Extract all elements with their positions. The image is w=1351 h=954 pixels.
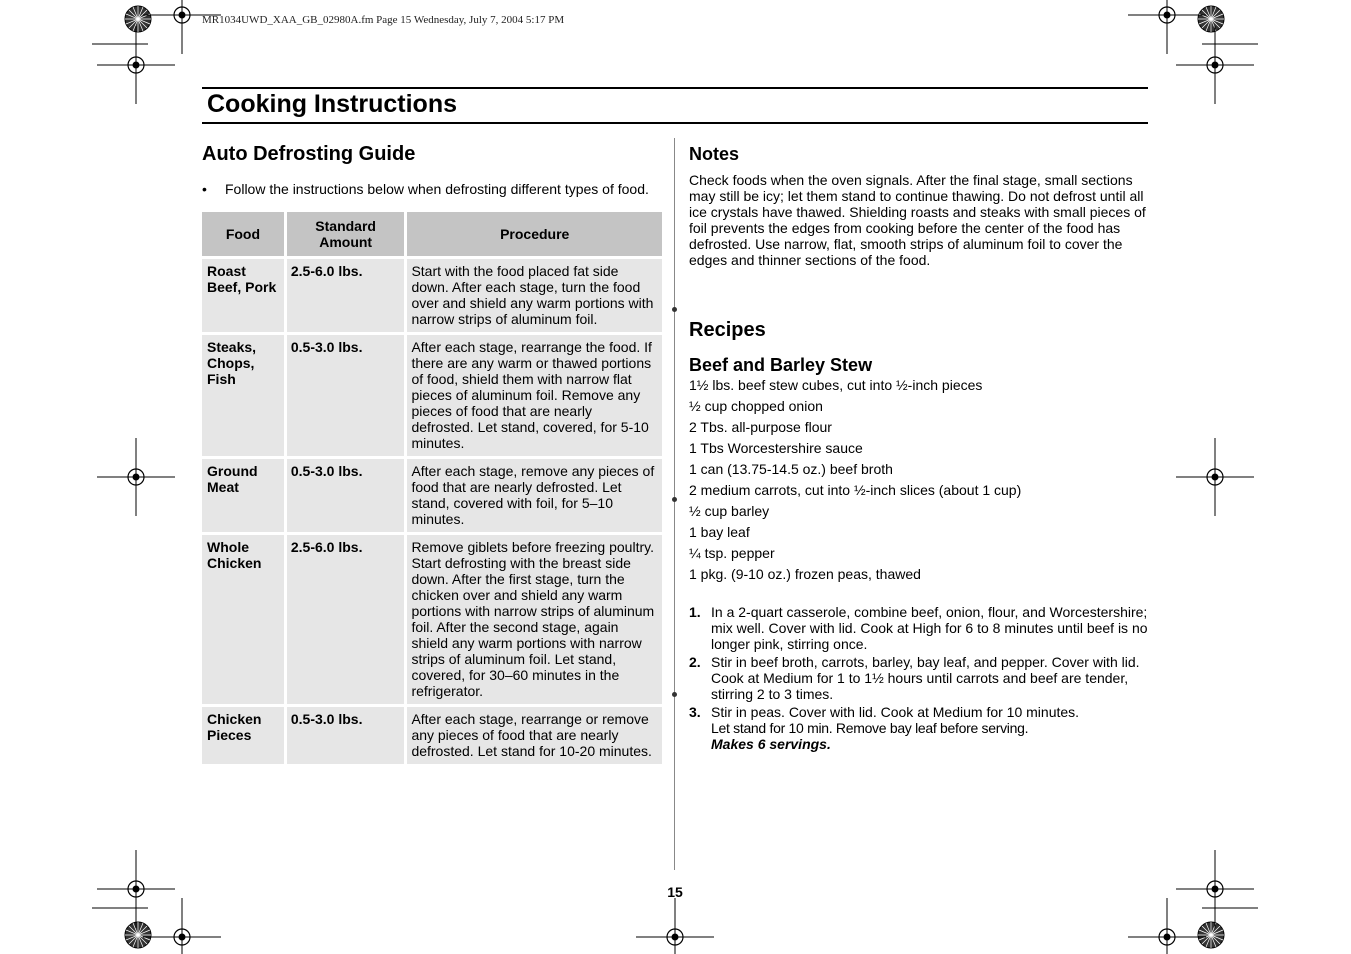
crosshair-mark [1176,438,1254,516]
crosshair-mark [97,26,175,104]
crosshair-mark [97,850,175,928]
table-row [202,535,662,704]
recipe-step [689,704,1149,752]
table-row [202,335,662,456]
registration-mark [125,6,151,32]
crosshair-mark [97,438,175,516]
procedure-cell: Remove giblets before freezing poultry. Start defrosting with the breast side down. After the first stage, turn the chicken over and shield any warm portions with narrow strips of aluminum foil. After the second stage, again shield any warm portions with narrow strips of aluminum foil. Let stand, covered, for 30–60 minutes in the refrigerator. [407,535,662,704]
crosshair-mark [143,0,221,54]
recipes-heading: Recipes [689,319,766,341]
table-row [202,459,662,532]
header-procedure: Procedure [407,212,662,256]
list-item: 1 pkg. (9-10 oz.) frozen peas, thawed [689,566,921,582]
ingredient-list [689,377,1149,587]
header-food: Food [202,212,284,256]
divider-dot [672,692,677,697]
amount-cell: 2.5-6.0 lbs. [287,259,405,332]
table-row [202,259,662,332]
list-item: 1 can (13.75-14.5 oz.) beef broth [689,461,893,477]
list-item: ¼ tsp. pepper [689,545,775,561]
amount-cell: 2.5-6.0 lbs. [287,535,405,704]
recipe-yield: Makes 6 servings. [711,736,831,752]
amount-cell: 0.5-3.0 lbs. [287,459,405,532]
list-item: ½ cup barley [689,503,770,519]
list-item: 1 Tbs Worcestershire sauce [689,440,863,456]
recipe-steps [689,604,1149,752]
list-item: 1 bay leaf [689,524,750,540]
crosshair-mark [1128,0,1206,54]
header-amount: Standard Amount [287,212,405,256]
divider-dot [672,307,677,312]
step-text: Stir in peas. Cover with lid. Cook at Medium for 10 minutes. [711,704,1080,720]
list-item: 1½ lbs. beef stew cubes, cut into ½-inch pieces [689,377,983,393]
page-title: Cooking Instructions [207,90,457,118]
step-subtext: Let stand for 10 min. Remove bay leaf before serving. [711,720,1029,736]
procedure-cell: After each stage, rearrange the food. If there are any warm or thawed portions of food, shield them with narrow flat pieces of aluminum foil. Remove any pieces of food that are nearly defrosted. Let stand, covered, for 5-10 minutes. [407,335,662,456]
amount-cell: 0.5-3.0 lbs. [287,335,405,456]
food-cell: Steaks, Chops, Fish [202,335,284,456]
notes-text: Check foods when the oven signals. After the final stage, small sections may still be icy; let them stand to continue thawing. Do not defrost until all ice crystals have thawed. Shielding roasts and steaks with small pieces of foil prevents the edges from cooking before the center of the food has defrosted. Use narrow, flat, smooth strips of aluminum foil to cover the edges and thinner sections of the food. [689,172,1146,268]
list-item: 2 medium carrots, cut into ½-inch slices (about 1 cup) [689,482,1022,498]
title-rule-bottom [202,122,1148,124]
bullet-text: Follow the instructions below when defrosting different types of food. [225,181,649,197]
registration-mark [1198,6,1224,32]
food-cell: Ground Meat [202,459,284,532]
procedure-cell: After each stage, remove any pieces of food that are nearly defrosted. Let stand, covered with foil, for 5–10 minutes. [407,459,662,532]
registration-mark [125,922,151,948]
step-number: 3. [689,704,701,720]
step-text: In a 2-quart casserole, combine beef, onion, flour, and Worcestershire; mix well. Cover with lid. Cook at High for 6 to 8 minutes until beef is no longer pink, stirring once. [711,604,1148,652]
divider-dot [672,497,677,502]
crosshair-mark [1128,898,1206,954]
list-item: 2 Tbs. all-purpose flour [689,419,832,435]
auto-defrost-heading: Auto Defrosting Guide [202,143,416,165]
table-row [202,707,662,764]
crosshair-mark [636,898,714,954]
recipe-step [689,604,1149,652]
column-divider [674,138,675,870]
food-cell: Roast Beef, Pork [202,259,284,332]
registration-mark [1198,922,1224,948]
step-number: 1. [689,604,701,620]
list-item: ½ cup chopped onion [689,398,823,414]
food-cell: Chicken Pieces [202,707,284,764]
procedure-cell: After each stage, rearrange or remove any pieces of food that are nearly defrosted. Let stand for 10-20 minutes. [407,707,662,764]
auto-defrost-section [202,140,664,767]
crosshair-mark [1176,26,1254,104]
file-info-header: MR1034UWD_XAA_GB_02980A.fm Page 15 Wednesday, July 7, 2004 5:17 PM [202,14,565,26]
defrost-instruction-bullet [202,180,664,198]
amount-cell: 0.5-3.0 lbs. [287,707,405,764]
bullet-icon: • [202,181,207,197]
crosshair-mark [143,898,221,954]
procedure-cell: Start with the food placed fat side down. After each stage, turn the food over and shield any warm portions with narrow strips of aluminum foil. [407,259,662,332]
step-text: Stir in beef broth, carrots, barley, bay leaf, and pepper. Cover with lid. Cook at Medium for 1 to 1½ hours until carrots and beef are tender, stirring 2 to 3 times. [711,654,1140,702]
crosshair-mark [1176,850,1254,928]
step-number: 2. [689,654,701,670]
table-header-row [202,212,662,256]
notes-heading: Notes [689,144,740,164]
food-cell: Whole Chicken [202,535,284,704]
recipe-title: Beef and Barley Stew [689,355,873,375]
defrost-table [199,209,665,767]
recipe-step [689,654,1149,702]
page-number: 15 [667,884,683,900]
notes-recipes-column [689,140,1149,754]
